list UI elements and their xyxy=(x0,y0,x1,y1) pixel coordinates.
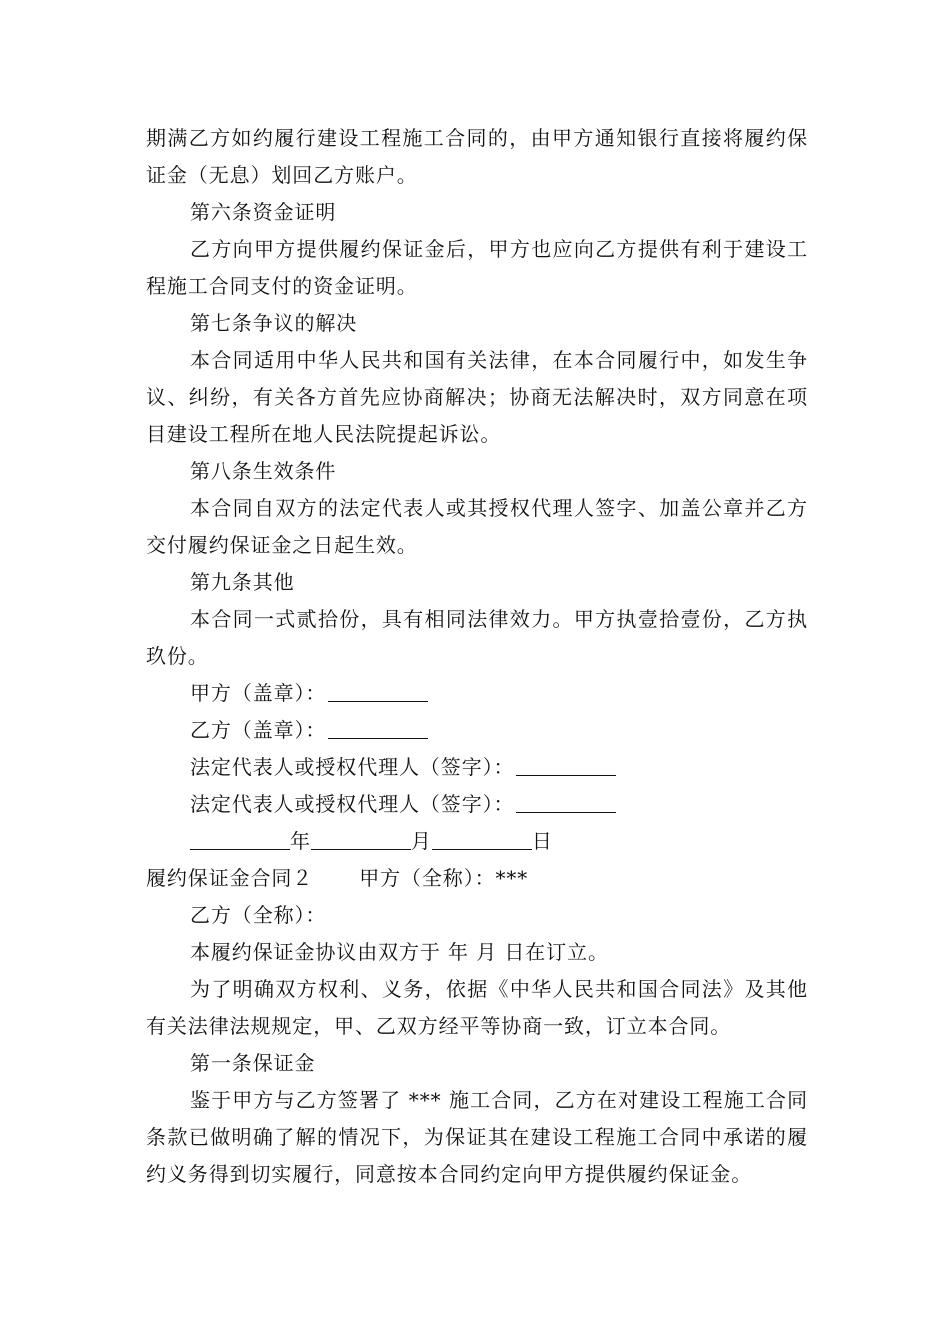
date-blank-month xyxy=(311,831,411,850)
date-label-month: 月 xyxy=(410,829,432,853)
section-heading: 第九条其他 xyxy=(190,570,295,594)
date-blank-day xyxy=(432,831,532,850)
paragraph: 本合同自双方的法定代表人或其授权代理人签字、加盖公章并乙方交付履约保证金之日起生效。 xyxy=(146,496,808,557)
document-body xyxy=(146,120,808,1193)
section-heading: 第六条资金证明 xyxy=(190,200,337,224)
signature-blank xyxy=(516,757,616,776)
date-label-year: 年 xyxy=(290,829,311,853)
signature-blank xyxy=(328,720,428,739)
signature-line xyxy=(146,712,808,749)
signature-blank xyxy=(516,794,616,813)
signature-label: 法定代表人或授权代理人（签字）： xyxy=(190,792,515,816)
contract-title-row xyxy=(146,860,808,897)
paragraph: 本合同适用中华人民共和国有关法律，在本合同履行中，如发生争议、纠纷，有关各方首先应协商解决；协商无法解决时，双方同意在项目建设工程所在地人民法院提起诉讼。 xyxy=(146,348,808,446)
section-heading: 第七条争议的解决 xyxy=(190,311,358,335)
paragraph: 本合同一式贰拾份，具有相同法律效力。甲方执壹拾壹份，乙方执玖份。 xyxy=(146,607,808,668)
date-line xyxy=(146,823,808,860)
signature-label: 甲方（盖章）： xyxy=(190,681,327,705)
section-heading: 第一条保证金 xyxy=(190,1051,316,1075)
signature-label: 法定代表人或授权代理人（签字）： xyxy=(190,755,515,779)
signature-line xyxy=(146,786,808,823)
paragraph: 期满乙方如约履行建设工程施工合同的，由甲方通知银行直接将履约保证金（无息）划回乙方账户。 xyxy=(146,126,808,187)
party-a-name: 甲方（全称）：*** xyxy=(359,866,529,890)
paragraph: 本履约保证金协议由双方于 年 月 日在订立。 xyxy=(190,940,609,964)
paragraph: 乙方向甲方提供履约保证金后，甲方也应向乙方提供有利于建设工程施工合同支付的资金证明。 xyxy=(146,237,808,298)
paragraph: 鉴于甲方与乙方签署了 *** 施工合同，乙方在对建设工程施工合同条款已做明确了解的情况下，为保证其在建设工程施工合同中承诺的履约义务得到切实履行，同意按本合同约定向甲方提供履约保证金。 xyxy=(146,1088,808,1186)
section-heading: 乙方（全称）： xyxy=(190,903,327,927)
signature-blank xyxy=(328,683,428,702)
contract-title: 履约保证金合同２ xyxy=(146,866,314,890)
date-blank-year xyxy=(190,831,290,850)
paragraph: 为了明确双方权利、义务，依据《中华人民共和国合同法》及其他有关法律法规规定，甲、乙双方经平等协商一致，订立本合同。 xyxy=(146,977,808,1038)
signature-label: 乙方（盖章）： xyxy=(190,718,327,742)
date-label-day: 日 xyxy=(531,829,553,853)
signature-line xyxy=(146,749,808,786)
section-heading: 第八条生效条件 xyxy=(190,459,337,483)
signature-line xyxy=(146,675,808,712)
